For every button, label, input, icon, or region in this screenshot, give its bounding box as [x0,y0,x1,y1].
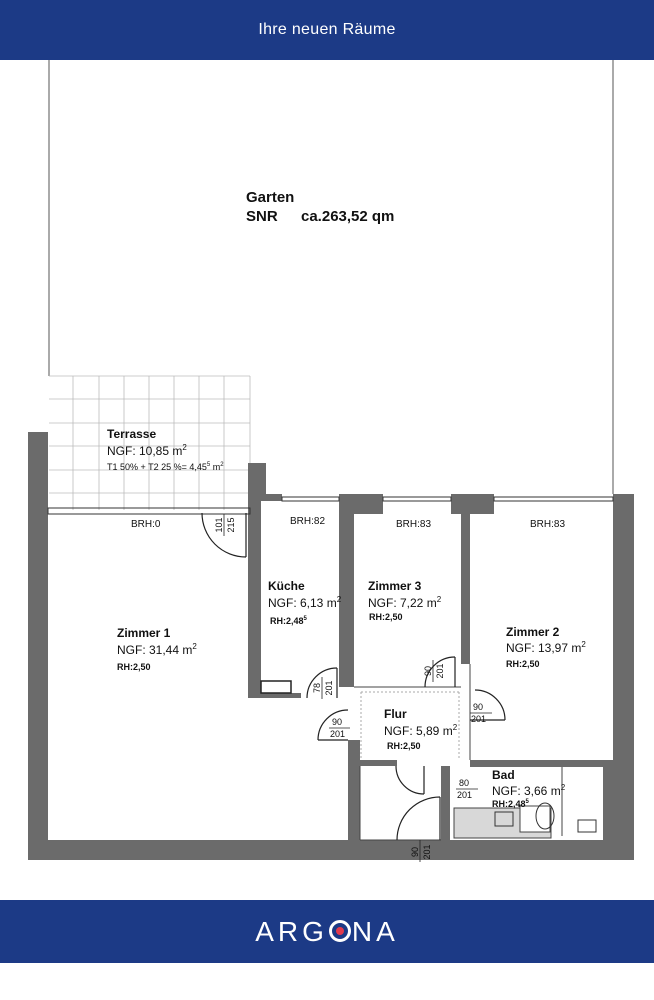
room-rh: RH:2,50 [387,741,421,751]
brand-footer [0,900,654,963]
terrace-ngf: NGF: 10,85 $m^2$ [107,443,187,458]
door-zimmer2-h: 201 [471,714,487,724]
door-bad-w: 80 [459,778,470,788]
brh-zimmer3: BRH:83 [396,519,432,530]
garden-area: ca.263,52 qm [301,208,395,225]
room-rh: RH:2,50 [369,612,403,622]
door-entry-h: 201 [422,844,432,860]
interior-lines [354,664,562,840]
room-ngf: NGF: 31,44 $m^2$ [117,642,197,657]
garden-name: Garten [246,189,295,206]
room-ngf: NGF: 3,66 $m^2$ [492,783,566,798]
room-rh: RH:2,50 [506,659,540,669]
page-title: Ihre neuen Räume [258,21,396,38]
room-name: Zimmer 2 [506,625,560,639]
room-kueche [268,579,342,626]
logo-text-start: ARG [255,915,328,947]
floor-plan [0,60,654,900]
room-name: Bad [492,768,515,782]
room-ngf: NGF: 13,97 $m^2$ [506,640,586,655]
logo-text-end: NA [351,915,399,947]
terrace-label [107,427,224,472]
door-kueche-h: 201 [324,680,334,696]
door-zimmer1-w: 90 [332,717,343,727]
room-name: Zimmer 1 [117,626,171,640]
room-zimmer3 [368,579,442,622]
room-zimmer2 [506,625,586,669]
brand-logo [255,916,399,948]
room-zimmer1 [117,626,197,672]
room-rh: RH:2,48$^5$ [270,616,307,626]
garden-label [246,189,394,225]
room-rh: RH:2,50 [117,662,151,672]
terrace-tiles [49,376,250,510]
room-ngf: NGF: 6,13 $m^2$ [268,595,342,610]
room-flur [384,707,458,751]
room-name: Flur [384,707,407,721]
door-kueche-w: 78 [312,682,322,694]
room-ngf: NGF: 7,22 $m^2$ [368,595,442,610]
page-header [0,0,654,60]
washer-icon [578,820,596,832]
brh-zimmer1: BRH:0 [131,519,161,530]
door-zimmer3-w: 90 [423,665,433,677]
door-bad-h: 201 [457,790,473,800]
room-rh: RH:2,48$^5$ [492,799,529,809]
door-terrace-w: 101 [214,517,224,533]
terrace-name: Terrasse [107,427,157,441]
door-terrace-h: 215 [226,517,236,533]
room-name: Küche [268,579,305,593]
terrace-formula: T1 50% + T2 25 %= $4,45^5$ $m^2$ [107,462,224,472]
logo-o-icon [329,920,351,942]
door-zimmer3-h: 201 [435,663,445,679]
door-zimmer2-w: 90 [473,702,484,712]
windows [48,497,613,514]
room-ngf: NGF: 5,89 $m^2$ [384,723,458,738]
door-entry-w: 90 [410,846,420,858]
garden-snr: SNR [246,208,278,225]
brh-zimmer2: BRH:83 [530,519,566,530]
brh-kueche: BRH:82 [290,516,326,527]
room-bad [492,768,566,809]
room-name: Zimmer 3 [368,579,422,593]
door-zimmer1-h: 201 [330,729,346,739]
floor-plan-drawing [0,60,654,900]
